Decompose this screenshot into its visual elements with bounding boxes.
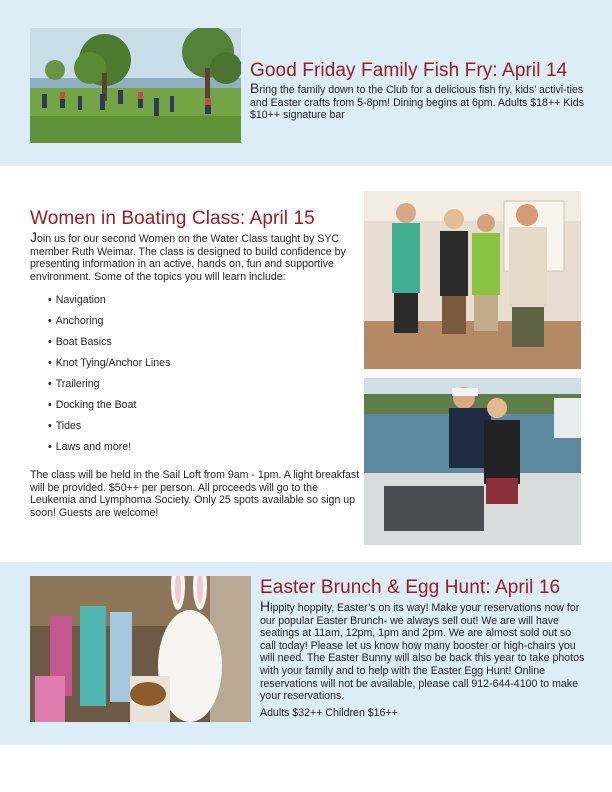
- topic-item: • Laws and more!: [48, 440, 170, 461]
- brunch-prices: Adults $32++ Children $16++: [260, 707, 398, 719]
- topic-item: • Boat Basics: [48, 335, 170, 356]
- boating-details: The class will be held in the Sail Loft from 9am - 1pm. A light breakfast will be provided. $50++ per person. All proceeds will go to the Leukemia and Lymphoma Society. Only 25 spots available so sign up soon! Guests are welcome!: [30, 469, 360, 519]
- topic-item: • Navigation: [48, 293, 170, 314]
- easter-bunny-photo: [30, 576, 251, 722]
- fish-fry-body: ring the family down to the Club for a delicious fish fry, kids’ activi-ties and Easter crafts from 5-8pm! Dining begins at 6pm. Adults $18++ Kids $10++ signature bar: [250, 84, 584, 122]
- four-people-photo: [364, 191, 581, 369]
- brunch-body: ippity hoppity, Easter’s on its way! Make your reservations now for our popular Easter Brunch- we always sell out! We are will have seatings at 11am, 12pm, 1pm and 2pm. We are almost sold out so call today! Please let us know how many booster or high-chairs you will need. The Easter Bunny will also be back this year to take photos with your family and to help with the Easter Egg Hunt! Online reservations will not be available, please call 912-644-4100 to make your reservations.: [260, 602, 585, 703]
- boating-title: Women in Boating Class: April 15: [30, 208, 315, 229]
- topic-item: • Anchoring: [48, 314, 170, 335]
- topic-item: • Trailering: [48, 377, 170, 398]
- topic-item: • Docking the Boat: [48, 398, 170, 419]
- boating-dropcap: J: [30, 229, 37, 245]
- boating-topics-list: [48, 293, 170, 461]
- brunch-title: Easter Brunch & Egg Hunt: April 16: [260, 577, 561, 598]
- fish-fry-text: [250, 82, 585, 122]
- kids-playing-photo: [30, 28, 241, 143]
- brunch-text: [260, 600, 585, 703]
- topic-item: • Knot Tying/Anchor Lines: [48, 356, 170, 377]
- fish-fry-title: Good Friday Family Fish Fry: April 14: [250, 60, 568, 81]
- boating-intro: oin us for our second Women on the Water Class taught by SYC member Ruth Weimar. The class is designed to build confidence by presenting information in an active, hands on, fun and supportive environment. Some of the topics you will learn include:: [30, 233, 346, 283]
- boating-intro-text: [30, 231, 358, 283]
- topic-item: • Tides: [48, 419, 170, 440]
- boat-photo: [364, 378, 581, 545]
- fish-fry-dropcap: B: [250, 80, 260, 96]
- brunch-dropcap: H: [260, 598, 271, 614]
